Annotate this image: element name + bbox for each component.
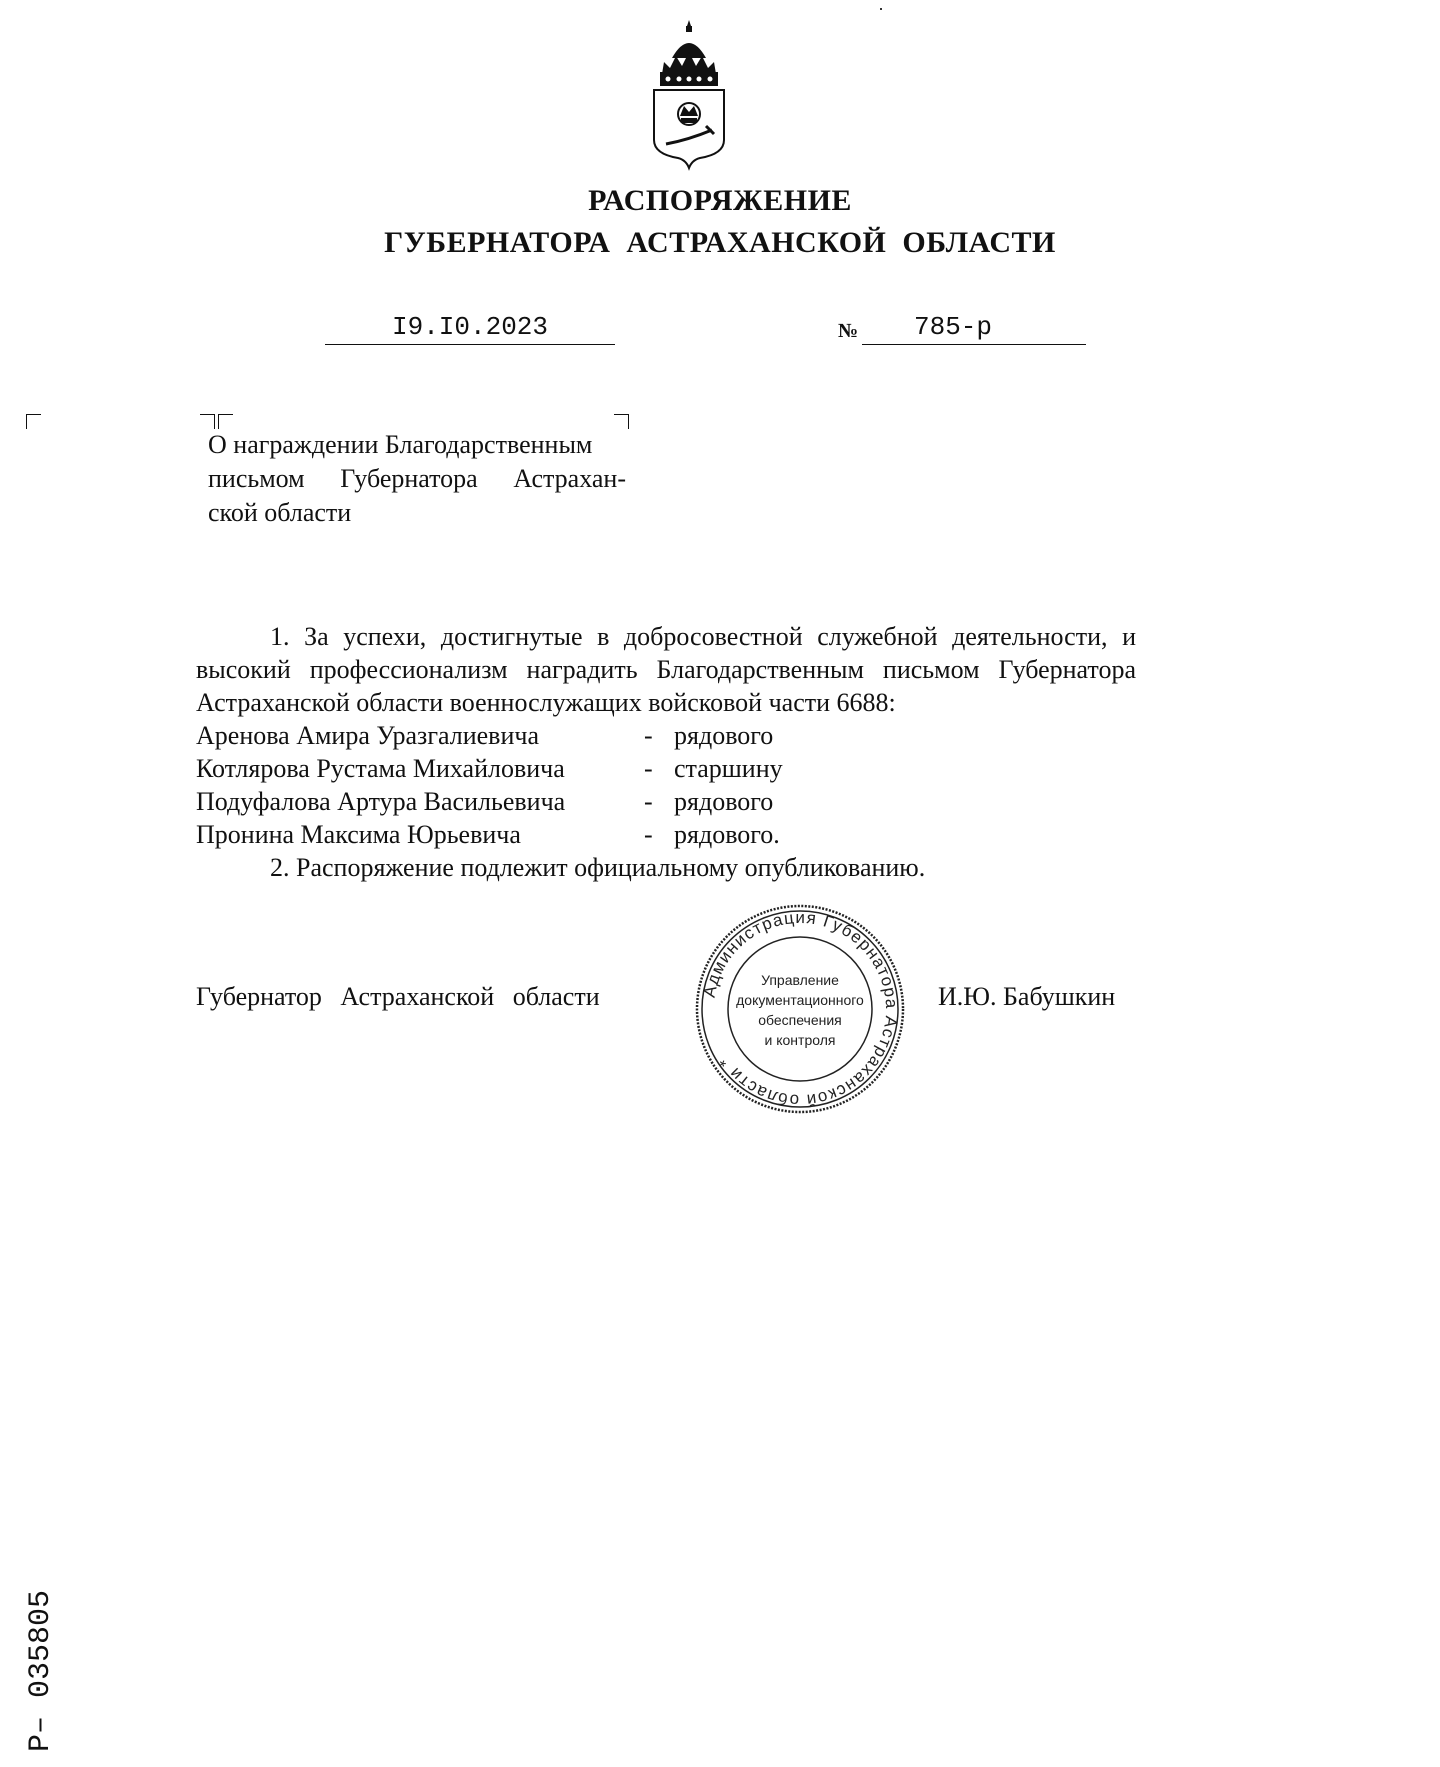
- list-item: [196, 818, 1136, 851]
- awardee-dash: -: [644, 754, 653, 783]
- document-body: [196, 620, 1136, 884]
- subject-corner-left-outer: [200, 414, 215, 429]
- list-item: [196, 752, 1136, 785]
- awardee-rank: старшину: [674, 754, 783, 783]
- signatory-position: Губернатор Астраханской области: [196, 982, 600, 1011]
- signatory-name: И.Ю. Бабушкин: [938, 982, 1116, 1011]
- list-item: [196, 785, 1136, 818]
- subject-line-1: О награждении Благодарственным: [208, 430, 593, 459]
- subject-line-3: ской области: [208, 498, 352, 527]
- subject-corner-left-inner: [218, 414, 233, 429]
- subject-corner-right: [614, 414, 629, 429]
- document-title: РАСПОРЯЖЕНИЕ: [588, 184, 852, 217]
- subject-line-2: [208, 462, 626, 496]
- awardee-name: Подуфалова Артура Васильевича: [196, 787, 566, 816]
- seal-inner-line: Управление: [761, 972, 839, 988]
- awardee-rank: рядового: [674, 787, 774, 816]
- paragraph-1: 1. За успехи, достигнутые в добросовестной служебной деятельности, и высокий профессионализм наградить Благодарственным письмом Губернатора Астраханской области военнослужащих войсковой части 6688:: [196, 622, 1136, 717]
- seal-inner-line: обеспечения: [758, 1012, 842, 1028]
- document-number: 785-р: [862, 312, 1086, 345]
- margin-serial-number: Р– 035805: [24, 1589, 58, 1752]
- seal-inner-line: и контроля: [764, 1032, 836, 1048]
- number-label: №: [838, 320, 859, 342]
- document-subtitle: ГУБЕРНАТОРА АСТРАХАНСКОЙ ОБЛАСТИ: [384, 226, 1056, 259]
- awardee-rank: рядового.: [674, 820, 780, 849]
- list-item: [196, 719, 1136, 752]
- svg-text:Администрация Губернатора Астр: [700, 908, 901, 1110]
- scan-speck: [880, 8, 882, 10]
- subject-word: письмом: [208, 464, 305, 493]
- document-date: I9.I0.2023: [325, 312, 615, 345]
- margin-corner-mark: [26, 414, 41, 429]
- subject-block: [208, 428, 628, 530]
- seal-outer-text: Администрация Губернатора Астраханской области *: [699, 907, 902, 1111]
- awardee-dash: -: [644, 787, 653, 816]
- coat-of-arms-emblem: [648, 18, 730, 168]
- official-seal: [694, 903, 906, 1115]
- awardee-name: Аренова Амира Уразгалиевича: [196, 721, 539, 750]
- margin-serial-container: [14, 1562, 58, 1762]
- subject-word: Астрахан-: [513, 464, 626, 493]
- awardee-name: Пронина Максима Юрьевича: [196, 820, 521, 849]
- paragraph-2: 2. Распоряжение подлежит официальному опубликованию.: [270, 853, 926, 882]
- awardee-dash: -: [644, 820, 653, 849]
- awardee-name: Котлярова Рустама Михайловича: [196, 754, 565, 783]
- awardee-dash: -: [644, 721, 653, 750]
- subject-word: Губернатора: [340, 464, 478, 493]
- seal-inner-line: документационного: [736, 992, 864, 1008]
- awardee-rank: рядового: [674, 721, 774, 750]
